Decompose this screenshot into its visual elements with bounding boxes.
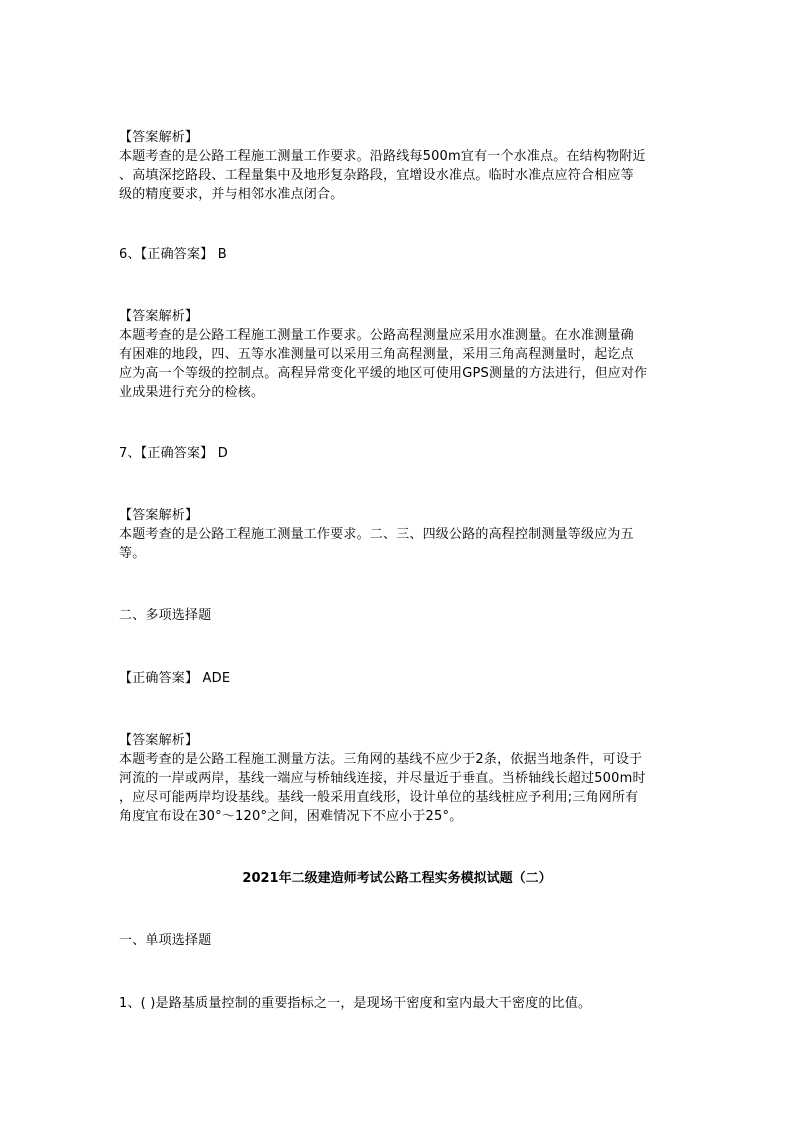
analysis-text-line: 本题考查的是公路工程施工测量方法。三角网的基线不应少于2条，依据当地条件，可设于	[119, 752, 643, 767]
section-heading-multiple-choice: 二、多项选择题	[119, 608, 212, 623]
analysis-text-line: 等。	[119, 546, 146, 561]
correct-answer-7: 7、【正确答案】 D	[119, 446, 228, 461]
analysis-text-line: 本题考查的是公路工程施工测量工作要求。公路高程测量应采用水准测量。在水准测量确	[119, 328, 634, 343]
section-heading-single-choice: 一、单项选择题	[119, 933, 212, 948]
correct-answer-6: 6、【正确答案】 B	[119, 247, 227, 262]
analysis-text-line: 本题考查的是公路工程施工测量工作要求。二、三、四级公路的高程控制测量等级应为五	[119, 527, 634, 542]
analysis-text-line: 应为高一个等级的控制点。高程异常变化平缓的地区可使用GPS测量的方法进行，但应对作	[119, 366, 648, 381]
analysis-text-line: 级的精度要求，并与相邻水准点闭合。	[119, 187, 344, 202]
document-title: 2021年二级建造师考试公路工程实务模拟试题（二）	[242, 871, 552, 886]
answer-analysis-heading: 【答案解析】	[119, 130, 199, 145]
analysis-text-line: 业成果进行充分的检核。	[119, 385, 265, 400]
answer-analysis-heading: 【答案解析】	[119, 508, 199, 523]
analysis-text-line: 本题考查的是公路工程施工测量工作要求。沿路线每500m宜有一个水准点。在结构物附近	[119, 149, 646, 164]
analysis-text-line: 角度宜布设在30°～120°之间，困难情况下不应小于25°。	[119, 809, 463, 824]
answer-analysis-heading: 【答案解析】	[119, 309, 199, 324]
analysis-text-line: 河流的一岸或两岸，基线一端应与桥轴线连接，并尽量近于垂直。当桥轴线长超过500m时	[119, 771, 646, 786]
analysis-text-line: 、高填深挖路段、工程量集中及地形复杂路段，宜增设水准点。临时水准点应符合相应等	[119, 168, 634, 183]
correct-answer-multi: 【正确答案】 ADE	[119, 671, 231, 686]
analysis-text-line: 有困难的地段，四、五等水准测量可以采用三角高程测量，采用三角高程测量时，起讫点	[119, 347, 634, 362]
analysis-text-line: ，应尽可能两岸均设基线。基线一般采用直线形，设计单位的基线桩应予利用;三角网所有	[119, 790, 639, 805]
question-1: 1、( )是路基质量控制的重要指标之一，是现场干密度和室内最大干密度的比值。	[119, 996, 592, 1011]
answer-analysis-heading: 【答案解析】	[119, 733, 199, 748]
